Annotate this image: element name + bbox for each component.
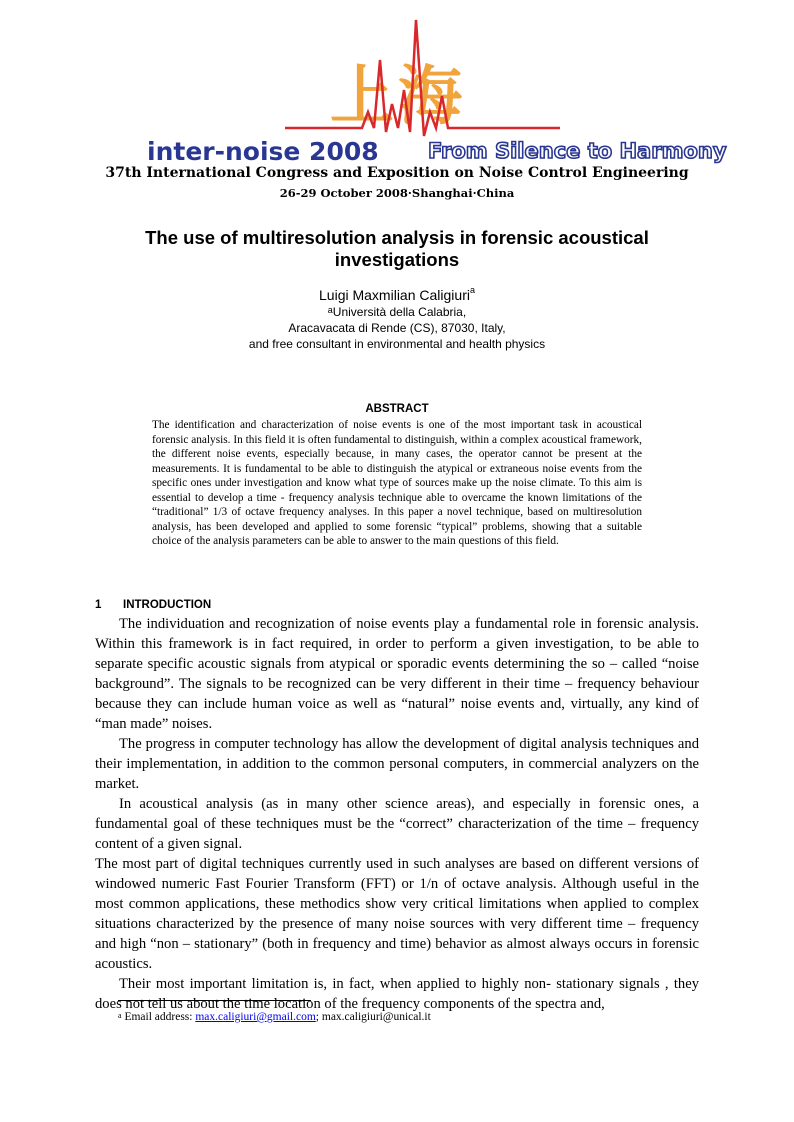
author-text: Luigi Maxmilian Caligiuri <box>319 287 470 303</box>
footnote-sup: a <box>118 1011 122 1020</box>
affiliation-line-3: and free consultant in environmental and health physics <box>248 337 546 351</box>
affiliation-sup: a <box>327 305 333 315</box>
affiliation-1-text: Università della Calabria, <box>332 305 467 319</box>
footnote <box>118 1011 431 1023</box>
congress-title: 37th International Congress and Exposition on Noise Control Engineering <box>105 165 689 181</box>
author-sup: a <box>469 285 475 295</box>
paragraph: The progress in computer technology has allow the development of digital analysis techniques and their implementation, in addition to the common personal computers, in commercial analyzers on the market. <box>95 736 699 792</box>
affiliation-line-2: Aracavacata di Rende (CS), 87030, Italy, <box>288 321 506 335</box>
paragraph: Their most important limitation is, in fact, when applied to highly non- stationary signals , they does not tell us about the time location of the frequency components of the spectra and, <box>95 976 699 1012</box>
footnote-rule <box>118 1000 311 1001</box>
author-name <box>0 287 794 303</box>
logo-chinese-characters: 上海 <box>330 60 466 134</box>
footnote-label: Email address: <box>124 1011 193 1023</box>
paragraph: In acoustical analysis (as in many other science areas), and especially in forensic ones, a fundamental goal of these techniques must be the “correct” characterization of the time – frequency content of a given signal. <box>95 796 699 852</box>
email-secondary: max.caligiuri@unical.it <box>321 1011 431 1023</box>
logo-event-name: inter-noise 2008 <box>147 137 379 165</box>
abstract-heading: ABSTRACT <box>365 403 429 415</box>
footnote-separator: ; <box>315 1011 319 1023</box>
section-number: 1 <box>95 599 102 611</box>
paper-title: The use of multiresolution analysis in forensic acoustical investigations <box>145 227 649 270</box>
abstract-body: The identification and characterization of noise events is one of the most important task in acoustical forensic analysis. In this field it is often fundamental to distinguish, within a complex acoustical framework, the different noise events, especially because, in many cases, the operator cannot be present at the measurements. It is fundamental to be able to distinguish the atypical or extraneous noise events from the specific ones under investigation and know what type of sources make up the noise climate. To this aim is essential to develop a time - frequency analysis technique able to overcame the known limitations of the “traditional” 1/3 of octave frequency analyses. In this paper a novel technique, based on multiresolution analysis, has been developed and applied to some forensic “typical” problems, showing that a suitable choice of the analysis parameters can be able to answer to the main questions of this field. <box>152 419 642 547</box>
paragraph: The individuation and recognization of noise events play a fundamental role in forensic analysis. Within this framework is in fact required, in order to perform a given investigation, to be able to separate specific acoustic signals from atypical or sporadic events determining the so – called “noise background”. The signals to be recognized can be very different in their time – frequency behaviour because they can include human voice as well as “natural” noise events and, virtually, any kind of “man made” noises. <box>95 616 699 732</box>
affiliation-line-1 <box>0 305 794 320</box>
section-body <box>95 614 699 1014</box>
email-link[interactable]: max.caligiuri@gmail.com <box>195 1011 316 1023</box>
congress-dates: 26-29 October 2008·Shanghai·China <box>279 186 515 200</box>
section-heading <box>95 599 211 611</box>
section-title: INTRODUCTION <box>123 599 212 611</box>
logo-slogan: From Silence to Harmony <box>428 139 727 163</box>
paragraph: The most part of digital techniques currently used in such analyses are based on different versions of windowed numeric Fast Fourier Transform (FFT) or 1/n of octave analysis. Although useful in the most common applications, these methodics show very critical limitations when applied to complex situations characterized by the presence of many noise sources with very different time – frequency and high “non – stationary” (both in frequency and time) behavior as almost always occurs in forensic acoustics. <box>95 856 699 972</box>
conference-logo <box>0 0 794 165</box>
